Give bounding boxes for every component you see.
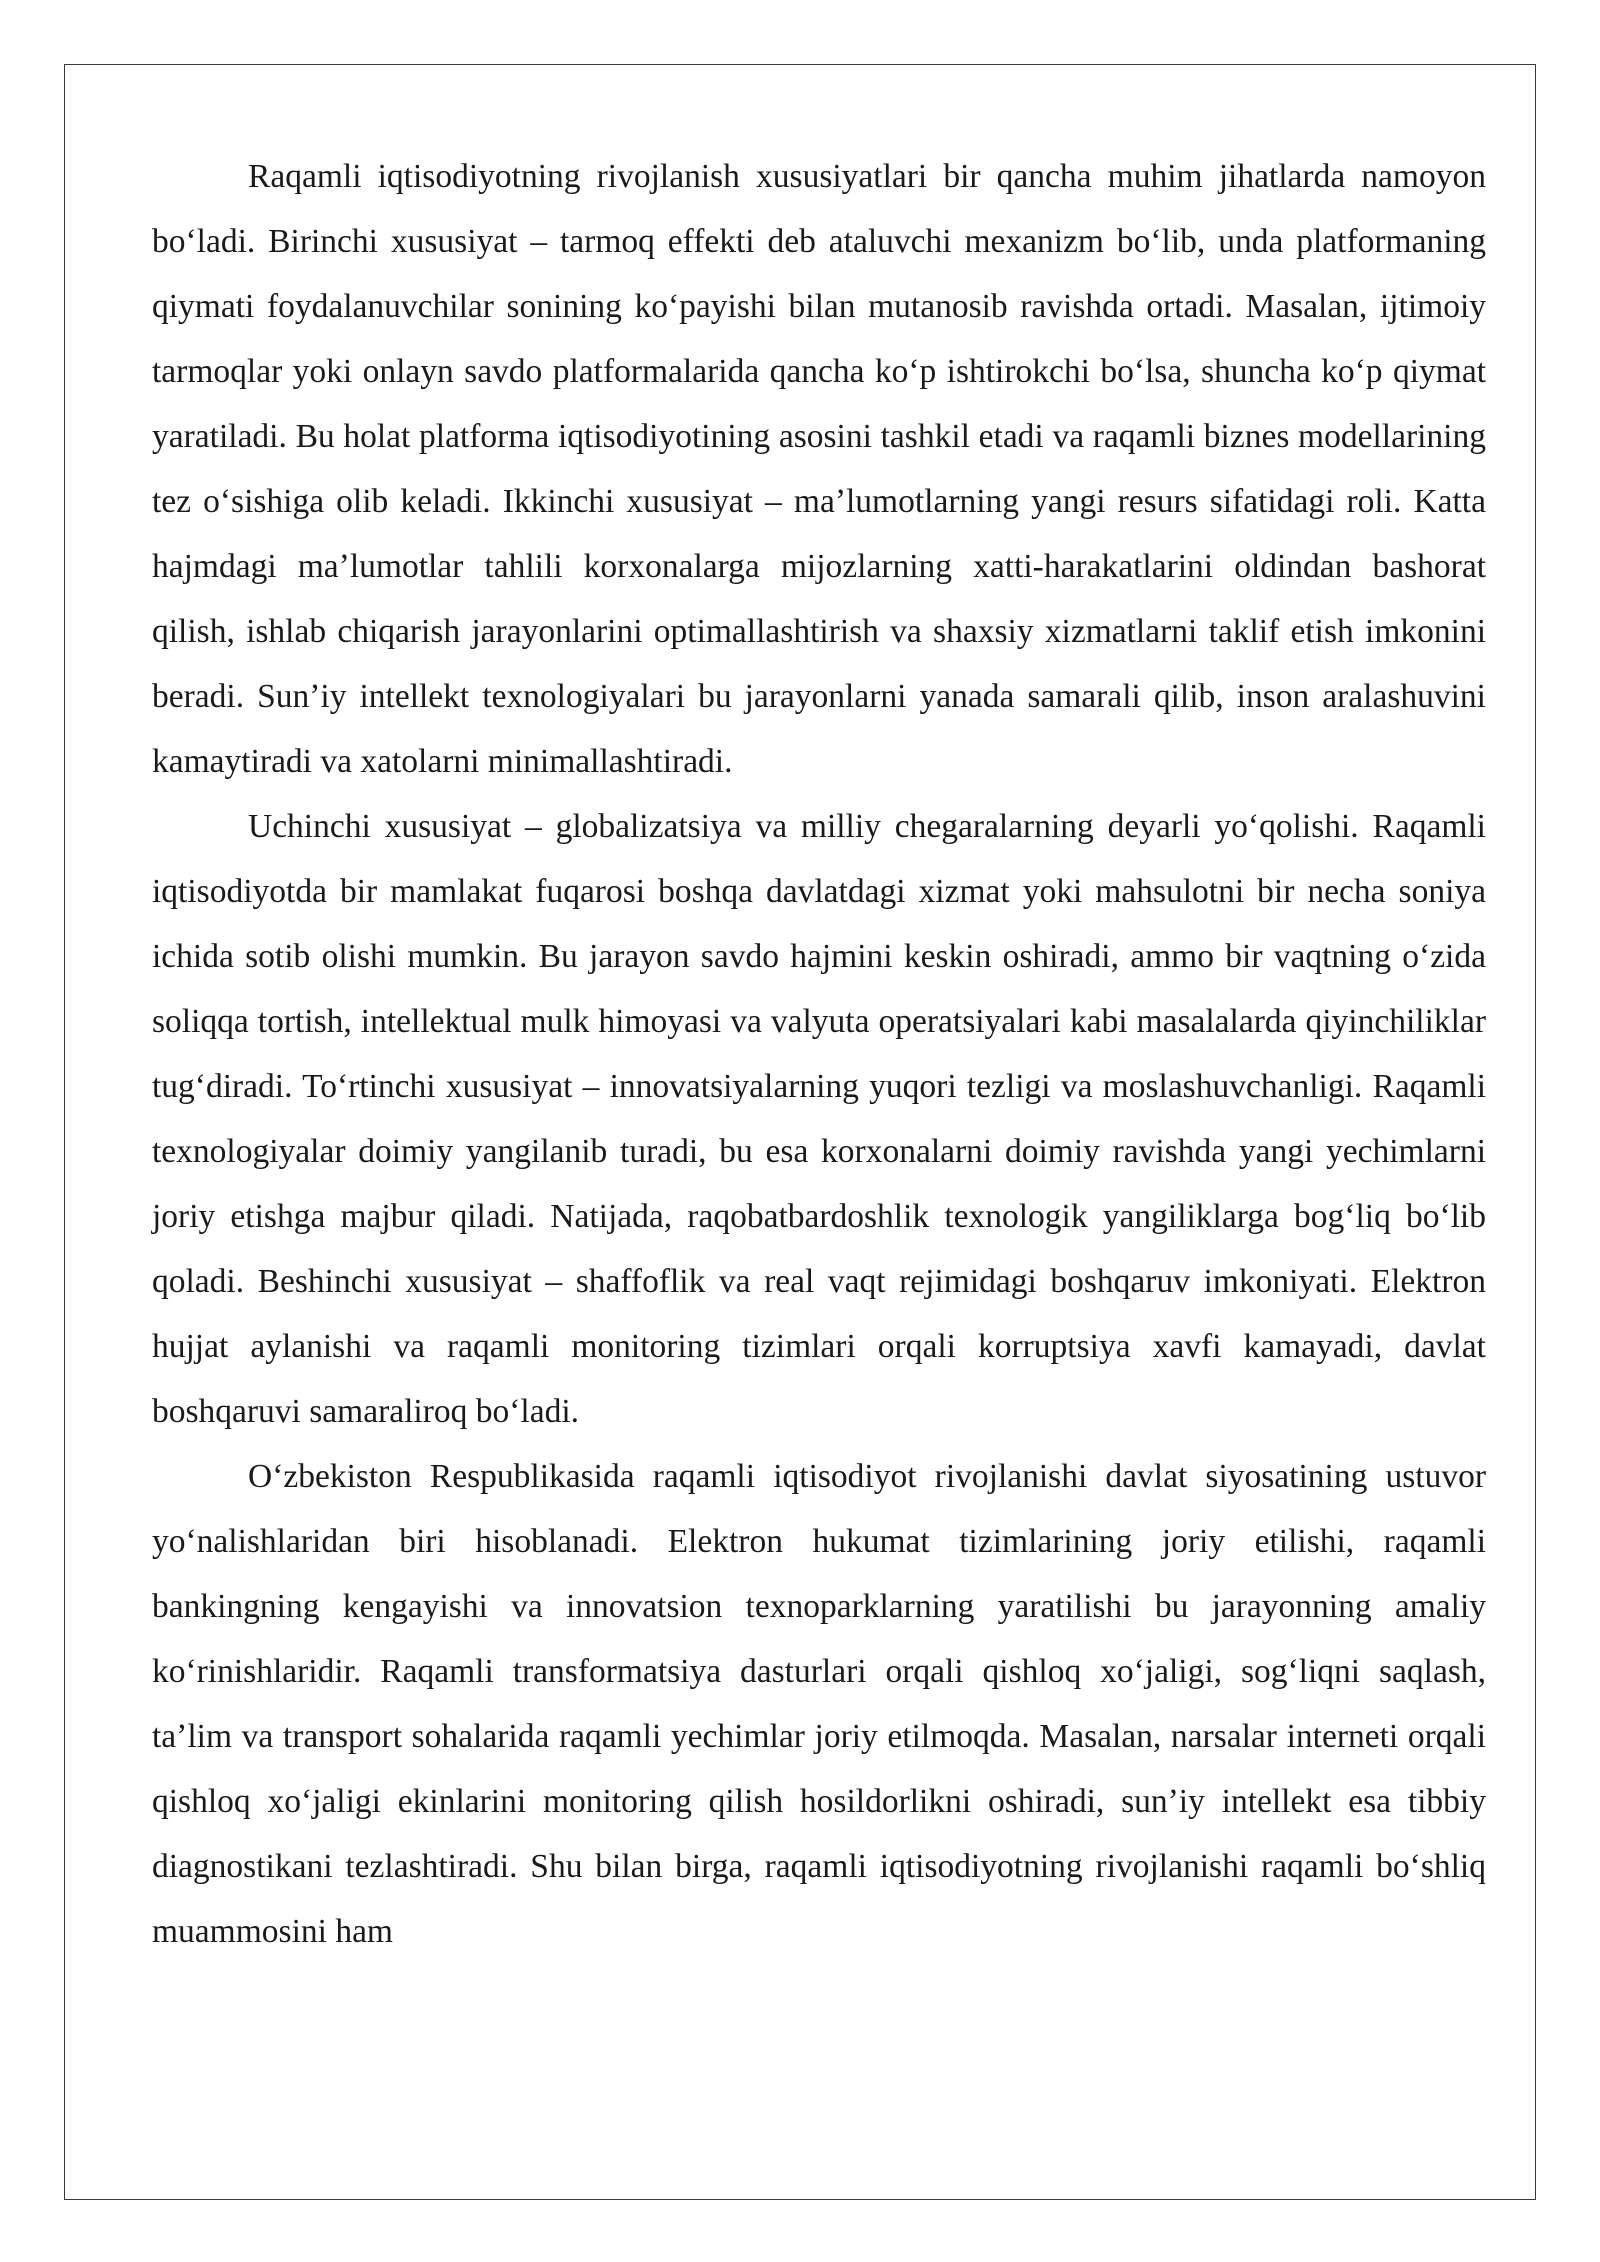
paragraph-3: Oʻzbekiston Respublikasida raqamli iqtisodiyot rivojlanishi davlat siyosatining ustuvor yoʻnalishlaridan biri hisoblanadi. Elektron hukumat tizimlarining joriy etilishi, raqamli bankingning kengayishi va innovatsion texnoparklarning yaratilishi bu jarayonning amaliy koʻrinishlaridir. Raqamli transformatsiya dasturlari orqali qishloq xoʻjaligi, sogʻliqni saqlash, taʼlim va transport sohalarida raqamli yechimlar joriy etilmoqda. Masalan, narsalar interneti orqali qishloq xoʻjaligi ekinlarini monitoring qilish hosildorlikni oshiradi, sunʼiy intellekt esa tibbiy diagnostikani tezlashtiradi. Shu bilan birga, raqamli iqtisodiyotning rivojlanishi raqamli boʻshliq muammosini ham [152,1458,1486,1950]
document-body [152,144,1486,1964]
paragraph-2: Uchinchi xususiyat – globalizatsiya va milliy chegaralarning deyarli yoʻqolishi. Raqamli iqtisodiyotda bir mamlakat fuqarosi boshqa davlatdagi xizmat yoki mahsulotni bir necha soniya ichida sotib olishi mumkin. Bu jarayon savdo hajmini keskin oshiradi, ammo bir vaqtning oʻzida soliqqa tortish, intellektual mulk himoyasi va valyuta operatsiyalari kabi masalalarda qiyinchiliklar tugʻdiradi. Toʻrtinchi xususiyat – innovatsiyalarning yuqori tezligi va moslashuvchanligi. Raqamli texnologiyalar doimiy yangilanib turadi, bu esa korxonalarni doimiy ravishda yangi yechimlarni joriy etishga majbur qiladi. Natijada, raqobatbardoshlik texnologik yangiliklarga bogʻliq boʻlib qoladi. Beshinchi xususiyat – shaffoflik va real vaqt rejimidagi boshqaruv imkoniyati. Elektron hujjat aylanishi va raqamli monitoring tizimlari orqali korruptsiya xavfi kamayadi, davlat boshqaruvi samaraliroq boʻladi. [152,808,1486,1430]
paragraph-1: Raqamli iqtisodiyotning rivojlanish xususiyatlari bir qancha muhim jihatlarda namoyon boʻladi. Birinchi xususiyat – tarmoq effekti deb ataluvchi mexanizm boʻlib, unda platformaning qiymati foydalanuvchilar sonining koʻpayishi bilan mutanosib ravishda ortadi. Masalan, ijtimoiy tarmoqlar yoki onlayn savdo platformalarida qancha koʻp ishtirokchi boʻlsa, shuncha koʻp qiymat yaratiladi. Bu holat platforma iqtisodiyotining asosini tashkil etadi va raqamli biznes modellarining tez oʻsishiga olib keladi. Ikkinchi xususiyat – maʼlumotlarning yangi resurs sifatidagi roli. Katta hajmdagi maʼlumotlar tahlili korxonalarga mijozlarning xatti-harakatlarini oldindan bashorat qilish, ishlab chiqarish jarayonlarini optimallashtirish va shaxsiy xizmatlarni taklif etish imkonini beradi. Sunʼiy intellekt texnologiyalari bu jarayonlarni yanada samarali qilib, inson aralashuvini kamaytiradi va xatolarni minimallashtiradi. [152,158,1486,780]
